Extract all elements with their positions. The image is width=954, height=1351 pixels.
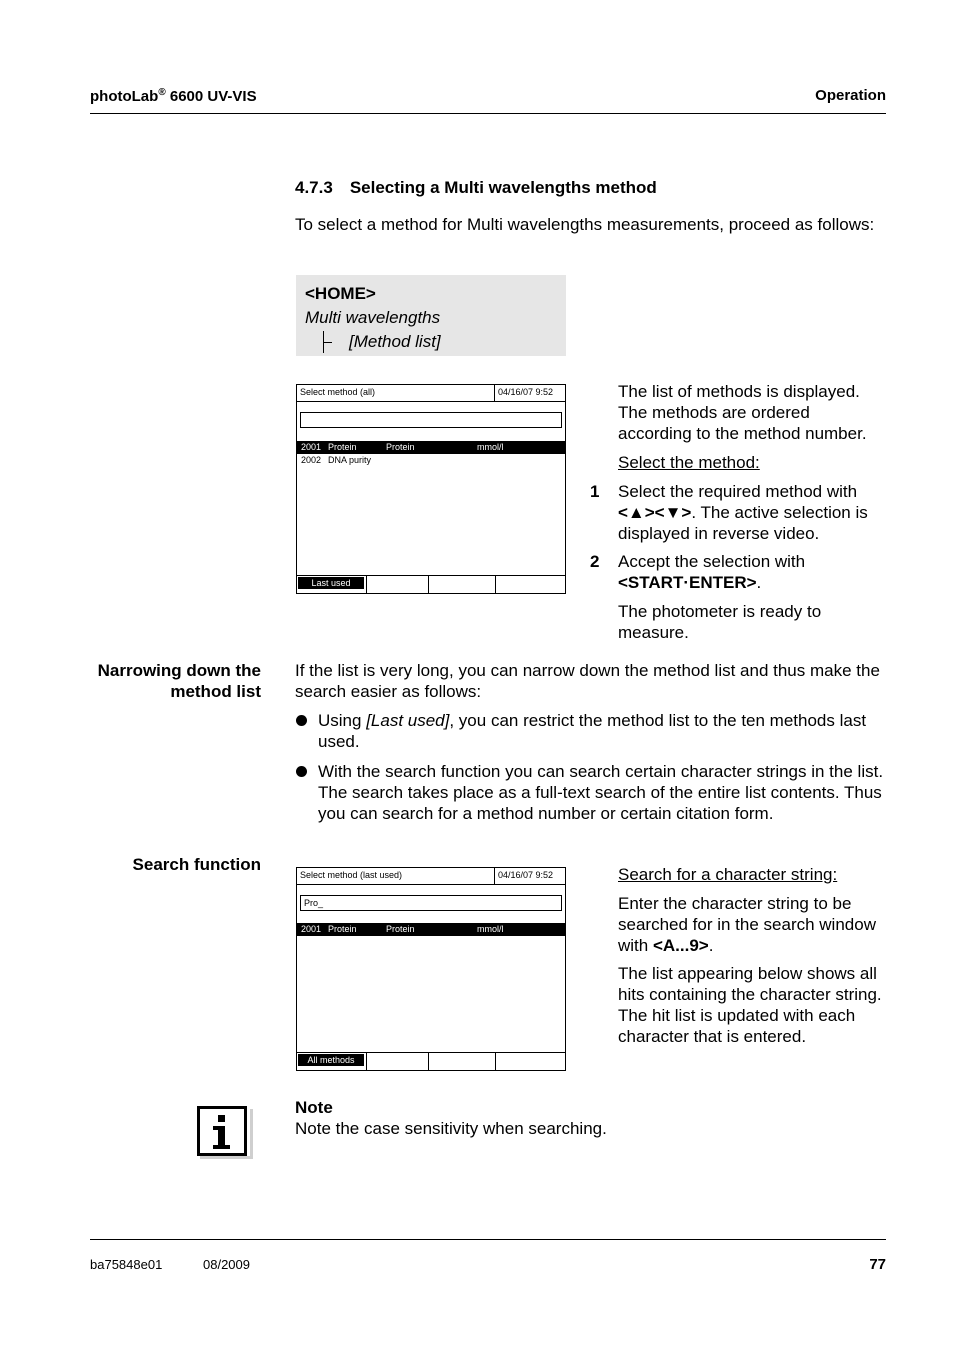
softkey-2[interactable] bbox=[367, 1053, 429, 1070]
method-label: Protein bbox=[386, 924, 415, 934]
screen-datetime: 04/16/07 9:52 bbox=[494, 868, 565, 884]
softkey-3[interactable] bbox=[429, 1053, 496, 1070]
note-title: Note bbox=[295, 1098, 333, 1117]
search-result-description: The list appearing below shows all hits containing the character string. The hit list is updated with each character that is entered. bbox=[618, 964, 882, 1046]
section-intro: To select a method for Multi wavelengths measurements, proceed as follows: bbox=[295, 215, 875, 234]
info-glyph bbox=[200, 1109, 244, 1153]
footer-rule bbox=[90, 1239, 886, 1240]
search-input[interactable]: Pro_ bbox=[300, 895, 562, 911]
narrowing-intro: If the list is very long, you can narrow down the method list and thus make the search easier as follows: bbox=[295, 661, 880, 701]
info-icon-shadow bbox=[250, 1109, 253, 1159]
search-instruction-a: Enter the character string to be searched for in the search window with bbox=[618, 894, 876, 955]
device-screen-method-list bbox=[296, 384, 566, 594]
section-heading bbox=[295, 178, 657, 198]
method-name: Protein bbox=[328, 924, 357, 934]
product-name: photoLab bbox=[90, 88, 159, 105]
softkey-3[interactable] bbox=[429, 576, 496, 593]
screen-titlebar bbox=[297, 868, 565, 885]
softkey-bar bbox=[297, 575, 565, 593]
last-used-ref: [Last used] bbox=[366, 711, 450, 730]
search-instruction-b: . bbox=[708, 936, 714, 955]
method-name: DNA purity bbox=[328, 455, 372, 465]
list-item[interactable] bbox=[297, 441, 565, 454]
header-product bbox=[90, 87, 257, 105]
list-item[interactable] bbox=[297, 454, 565, 467]
bullet-icon bbox=[296, 715, 307, 726]
device-screen-search bbox=[296, 867, 566, 1071]
start-enter-key: <START·ENTER> bbox=[618, 573, 757, 592]
bullet1-text-a: Using bbox=[318, 711, 367, 730]
method-list-description: The list of methods is displayed. The methods are ordered according to the method number. bbox=[618, 382, 867, 443]
footer-date: 08/2009 bbox=[203, 1257, 250, 1272]
side-heading-search: Search function bbox=[132, 855, 261, 874]
menu-level2: [Method list] bbox=[349, 332, 441, 351]
search-input[interactable] bbox=[300, 412, 562, 428]
method-number: 2002 bbox=[301, 455, 322, 465]
section-number: 4.7.3 bbox=[295, 178, 333, 197]
step-2-text-b: . bbox=[756, 573, 762, 592]
alnum-key: <A...9> bbox=[652, 936, 709, 955]
step-2-text bbox=[618, 551, 886, 593]
method-number: 2001 bbox=[301, 924, 322, 934]
bullet-search: With the search function you can search certain character strings in the list. The search takes place as a full-text search of the entire list contents. Thus you can search for a method number or certain citation form. bbox=[318, 762, 884, 823]
bullet-icon bbox=[296, 766, 307, 777]
softkey-all-methods[interactable] bbox=[297, 1053, 367, 1070]
step-number-2: 2 bbox=[590, 552, 600, 571]
step-1-text-b: . The active selection is displayed in reverse video. bbox=[618, 503, 868, 543]
screen-title: Select method (last used) bbox=[300, 870, 403, 880]
menu-path-box bbox=[296, 275, 566, 356]
ready-text: The photometer is ready to measure. bbox=[618, 602, 822, 642]
header-rule bbox=[90, 113, 886, 114]
section-title: Selecting a Multi wavelengths method bbox=[349, 178, 657, 197]
tree-branch-icon bbox=[321, 331, 343, 353]
menu-level2-row bbox=[305, 330, 557, 354]
list-item[interactable] bbox=[297, 923, 565, 936]
note-text: Note the case sensitivity when searching. bbox=[295, 1119, 607, 1138]
arrow-keys: <▲><▼> bbox=[618, 503, 692, 522]
softkey-bar bbox=[297, 1052, 565, 1070]
footer-doc-id: ba75848e01 bbox=[90, 1257, 163, 1272]
product-model: 6600 UV-VIS bbox=[165, 88, 257, 105]
step-2-text-a: Accept the selection with bbox=[618, 552, 806, 571]
select-method-heading: Select the method: bbox=[618, 453, 760, 472]
menu-level1: Multi wavelengths bbox=[305, 308, 441, 327]
screen-titlebar bbox=[297, 385, 565, 402]
info-icon bbox=[197, 1106, 247, 1156]
search-instruction bbox=[618, 893, 886, 956]
softkey-last-used[interactable] bbox=[297, 576, 367, 593]
side-heading-line2: method list bbox=[170, 682, 261, 701]
screen-datetime: 04/16/07 9:52 bbox=[494, 385, 565, 401]
softkey-label: Last used bbox=[298, 577, 364, 589]
screen-title: Select method (all) bbox=[300, 387, 376, 397]
page-number: 77 bbox=[869, 1256, 886, 1273]
method-label: Protein bbox=[386, 442, 415, 452]
step-1-text-a: Select the required method with bbox=[618, 482, 858, 501]
method-unit: mmol/l bbox=[477, 442, 504, 452]
header-section: Operation bbox=[815, 87, 886, 104]
step-1-text bbox=[618, 481, 886, 544]
info-icon-shadow bbox=[200, 1156, 253, 1159]
bullet1-text-b: , you can restrict the method list to the ten methods last used. bbox=[318, 711, 867, 751]
side-heading-line1: Narrowing down the bbox=[97, 661, 261, 680]
menu-home: <HOME> bbox=[305, 284, 376, 303]
step-number-1: 1 bbox=[590, 482, 600, 501]
registered-mark: ® bbox=[158, 87, 166, 98]
method-unit: mmol/l bbox=[477, 924, 504, 934]
softkey-label: All methods bbox=[298, 1054, 364, 1066]
side-heading-narrowing bbox=[98, 660, 261, 702]
method-name: Protein bbox=[328, 442, 357, 452]
search-heading: Search for a character string: bbox=[618, 865, 838, 884]
softkey-2[interactable] bbox=[367, 576, 429, 593]
method-number: 2001 bbox=[301, 442, 322, 452]
bullet-last-used bbox=[318, 710, 886, 752]
